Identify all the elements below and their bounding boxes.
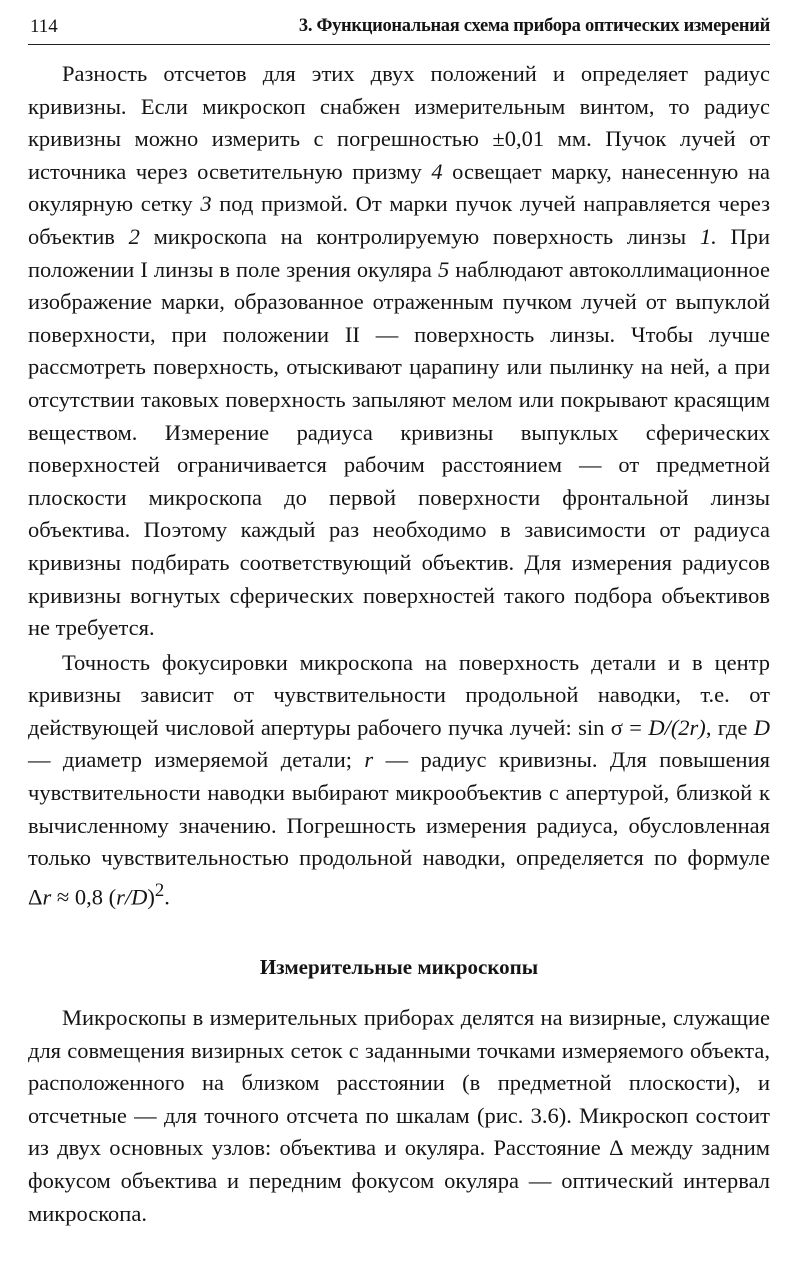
text-run: — радиус кривизны. Для повышения чувствительности наводки выбирают микрообъектив с апертурой, близкой к вычисленному значению. Погрешность измерения радиуса, обусловленная только чувствительностью продольной наводки, определяется по формуле Δ	[28, 747, 770, 910]
text-run: )	[147, 884, 155, 910]
text-run: Точность фокусировки микроскопа на поверхность детали и в центр кривизны зависит от чувствительности продольной наводки, т.е. от действующей числовой апертуры рабочего пучка лучей: sin σ =	[28, 649, 770, 740]
text-run: Разность отсчетов для этих двух положений и определяет радиус кривизны. Если микроскоп снабжен измерительным винтом, то радиус кривизны можно измерить с погрешностью ±0,01 мм. Пучок лучей от источника через осветительную призму	[28, 61, 770, 184]
formula: D/(2r)	[648, 714, 706, 740]
paragraph-3: Микроскопы в измерительных приборах делятся на визирные, служащие для совмещения визирных сеток с заданными точками измеряемого объекта, расположенного на близком расстоянии (в предметной плоскости), и отсчетные — для точного отсчета по шкалам (рис. 3.6). Микроскоп состоит из двух основных узлов: объектива и окуляра. Расстояние Δ между задним фокусом объектива и передним фокусом окуляра — оптический интервал микроскопа.	[28, 1004, 770, 1226]
text-run: При положении I линзы в поле зрения окуляра	[28, 223, 770, 282]
text-run: освещает марку, нанесенную на окулярную сетку	[28, 158, 771, 217]
running-title: 3. Функциональная схема прибора оптических измерений	[298, 16, 770, 36]
variable: r	[42, 884, 52, 910]
figure-ref: 4	[431, 158, 443, 184]
figure-ref: 2	[128, 223, 140, 249]
paragraph-1	[28, 58, 770, 645]
text-run: микроскопа на контролируемую поверхность линзы	[139, 223, 700, 249]
variable: D	[753, 714, 770, 740]
page-header	[28, 14, 770, 45]
formula: r/D	[116, 884, 148, 910]
figure-ref: 1.	[699, 223, 717, 249]
section-heading: Измерительные микроскопы	[259, 954, 539, 979]
figure-ref: 3	[200, 191, 212, 217]
text-run: .	[164, 884, 170, 910]
page-number: 114	[30, 16, 58, 37]
text-run: наблюдают автоколлимационное изображение марки, образованное отраженным пучком лучей от выпуклой поверхности, при положении II — поверхность линзы. Чтобы лучше рассмотреть поверхность, отыскивают царапину или пылинку на ней, а при отсутствии таковых поверхность запыляют мелом или покрывают красящим веществом. Измерение радиуса кривизны выпуклых сферических поверхностей ограничивается рабочим расстоянием — от предметной плоскости микроскопа до первой поверхности фронтальной линзы объектива. Поэтому каждый раз необходимо в зависимости от радиуса кривизны подбирать соответствующий объектив. Для измерения радиусов кривизны вогнутых сферических поверхностей такого подбора объективов не требуется.	[28, 256, 770, 641]
figure-ref: 5	[437, 256, 450, 282]
paragraph-2	[28, 647, 770, 914]
text-run: ≈ 0,8 (	[51, 884, 117, 910]
exponent: 2	[154, 879, 165, 901]
text-run: , где	[705, 714, 754, 740]
variable: r	[364, 747, 374, 773]
text-run: — диаметр измеряемой детали;	[28, 747, 365, 773]
page-body	[28, 58, 770, 1230]
text-run: под призмой. От марки пучок лучей направляется через объектив	[28, 191, 770, 249]
